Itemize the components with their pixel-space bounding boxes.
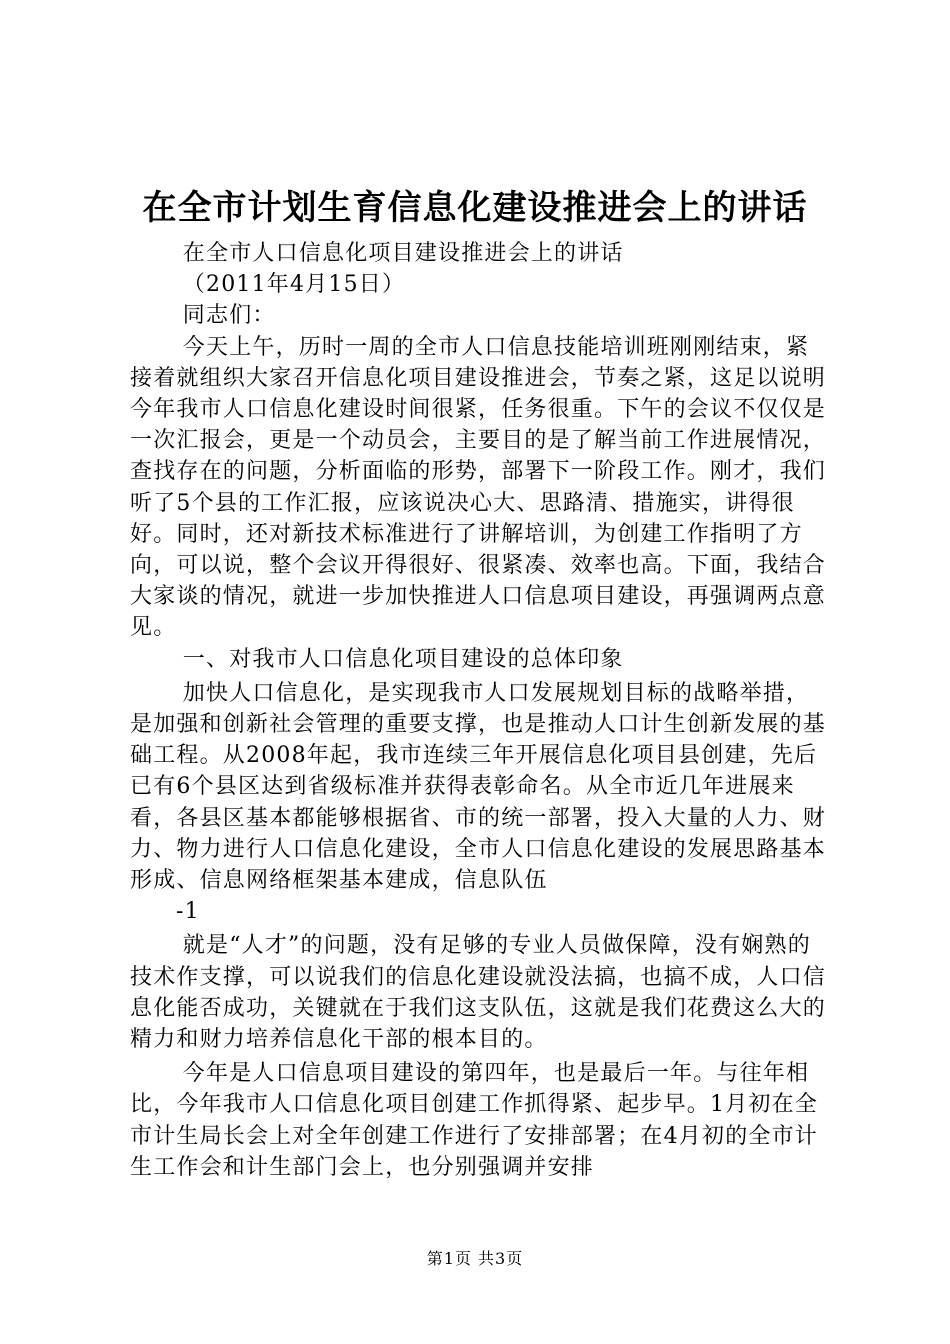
paragraph-overview: 加快人口信息化，是实现我市人口发展规划目标的战略举措，是加强和创新社会管理的重要支撑，也是推动人口计生创新发展的基础工程。从2008年起，我市连续三年开展信息化项目县创建，先后已有6个县区达到省级标准并获得表彰命名。从全市近几年进展来看，各县区基本都能够根据省、市的统一部署，投入大量的人力、财力、物力进行人口信息化建设，全市人口信息化建设的发展思路基本形成、信息网络框架基本建成，信息队伍 [130, 680, 827, 894]
section-heading-1: 一、对我市人口信息化项目建设的总体印象 [182, 646, 624, 672]
speech-date: （2011年4月15日） [182, 272, 406, 298]
page-footer: 第1页 共3页 [426, 1249, 524, 1268]
paragraph-progress: 今年是人口信息项目建设的第四年，也是最后一年。与往年相比，今年我市人口信息化项目创建工作抓得紧、起步早。1月初在全市计生局长会上对全年创建工作进行了安排部署；在4月初的全市计生工作会和计生部门会上，也分别强调并安排 [130, 1061, 818, 1180]
salutation: 同志们： [182, 303, 276, 329]
page-marker: -1 [176, 899, 200, 925]
page-title: 在全市计划生育信息化建设推进会上的讲话 [142, 188, 808, 228]
subtitle: 在全市人口信息化项目建设推进会上的讲话 [182, 241, 624, 266]
paragraph-talent: 就是“人才”的问题，没有足够的专业人员做保障，没有娴熟的技术作支撑，可以说我们的信息化建设就没法搞，也搞不成，人口信息化能否成功，关键就在于我们这支队伍，这就是我们花费这么大的精力和财力培养信息化干部的根本目的。 [130, 933, 827, 1053]
document-body [130, 238, 830, 1183]
paragraph-opening: 今天上午，历时一周的全市人口信息技能培训班刚刚结束，紧接着就组织大家召开信息化项目建设推进会，节奏之紧，这足以说明今年我市人口信息化建设时间很紧，任务很重。下午的会议不仅仅是一次汇报会，更是一个动员会，主要目的是了解当前工作进展情况，查找存在的问题，分析面临的形势，部署下一阶段工作。刚才，我们听了5个县的工作汇报，应该说决心大、思路清、措施实，讲得很好。同时，还对新技术标准进行了讲解培训，为创建工作指明了方向，可以说，整个会议开得很好、很紧凑、效率也高。下面，我结合大家谈的情况，就进一步加快推进人口信息项目建设，再强调两点意见。 [130, 334, 827, 641]
